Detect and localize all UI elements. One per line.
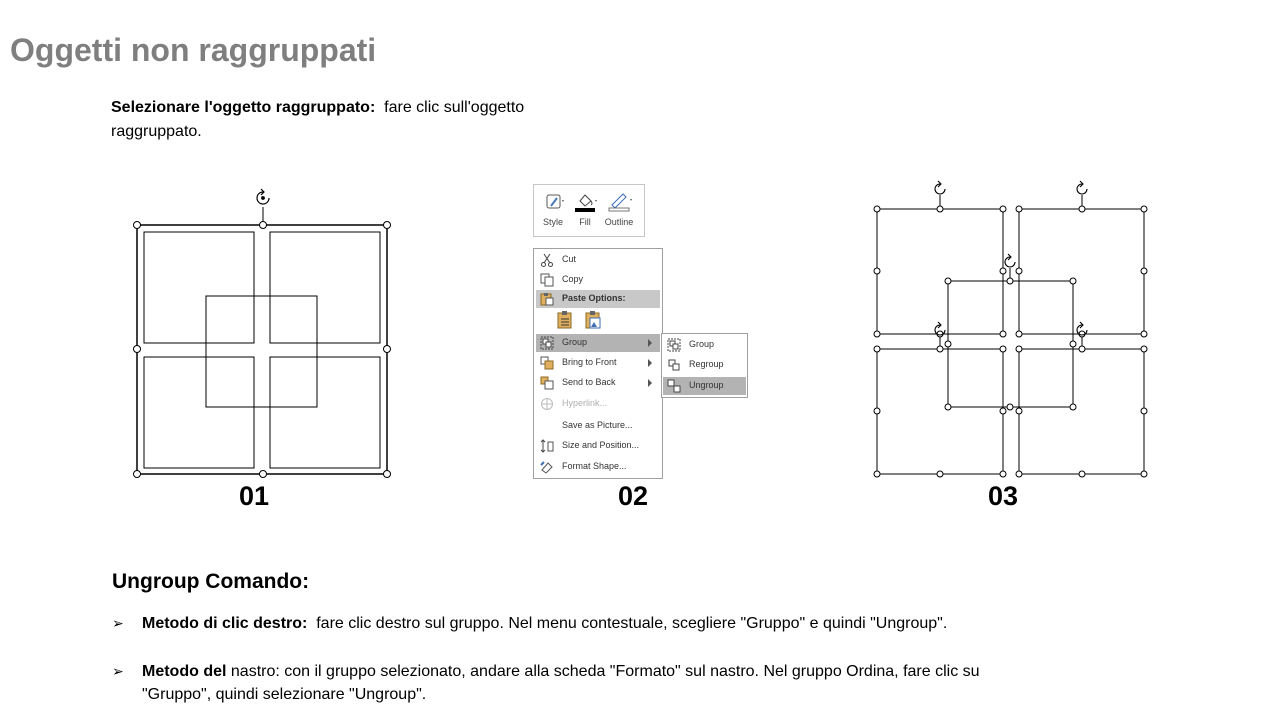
paint-bucket-icon [570,189,600,213]
clipboard-icon [540,292,554,306]
menu-item-send-to-back[interactable]: Send to Back [536,374,660,392]
group-icon [667,338,681,352]
scissors-icon [540,253,554,267]
figure-label-01: 01 [239,481,270,511]
send-to-back-icon [540,376,554,390]
group-icon [540,336,554,350]
shape-style-icon [538,189,568,213]
ungroup-heading: Ungroup Comando: [112,570,310,593]
bullet-text: fare clic destro sul gruppo. Nel menu contestuale, scegliere "Gruppo" e quindi "Ungroup". [316,615,948,632]
outline-button[interactable]: Outline [604,189,634,227]
figure-label-03: 03 [988,481,1019,511]
menu-item-format-shape[interactable]: Format Shape... [536,458,660,476]
arrow-bullet-icon: ➢ [112,615,124,631]
menu-item-copy[interactable]: Copy [536,271,660,289]
bullet-text: nastro: con il gruppo selezionato, andare alla scheda "Formato" sul nastro. Nel gruppo Ordina, fare clic su "Gruppo", quindi selezionare "Ungroup". [142,663,980,703]
submenu-arrow-icon [648,339,652,347]
group-submenu [661,333,748,398]
intro-text: fare clic sull'oggetto raggruppato. [111,99,525,140]
submenu-arrow-icon [648,379,652,387]
submenu-item-group[interactable]: Group [663,336,746,354]
paste-options-header: Paste Options: [536,290,660,308]
figure-grouped[interactable] [125,185,400,485]
intro-bold: Selezionare l'oggetto raggruppato: [111,99,376,116]
menu-item-size-and-position[interactable]: Size and Position... [536,437,660,455]
menu-item-group[interactable]: Group [536,334,660,352]
format-shape-icon [540,460,554,474]
intro-paragraph [111,96,591,144]
context-menu [533,248,663,479]
regroup-icon [667,358,681,372]
paste-option-keep-text-icon[interactable] [556,310,574,330]
bullet-bold: Metodo del [142,663,227,680]
bullet-bold: Metodo di clic destro: [142,615,308,632]
bring-to-front-icon [540,356,554,370]
fill-button[interactable]: Fill [570,189,600,227]
format-ribbon-group [533,184,645,237]
pen-outline-icon [604,189,634,213]
paste-option-picture-icon[interactable] [584,310,602,330]
submenu-item-ungroup[interactable]: Ungroup [663,377,746,395]
menu-item-bring-to-front[interactable]: Bring to Front [536,354,660,372]
hyperlink-icon [540,397,554,411]
figure-label-02: 02 [618,481,649,511]
figure-ungrouped[interactable] [862,178,1162,488]
submenu-arrow-icon [648,359,652,367]
size-position-icon [540,439,554,453]
ungroup-icon [667,379,681,393]
rotate-handle-icon [935,181,1087,335]
menu-item-cut[interactable]: Cut [536,251,660,269]
menu-item-save-as-picture[interactable]: Save as Picture... [562,420,633,430]
copy-icon [540,273,554,287]
slide-title: Oggetti non raggruppati [10,32,377,68]
rotate-handle-icon [257,189,269,204]
arrow-bullet-icon: ➢ [112,663,124,679]
submenu-item-regroup[interactable]: Regroup [663,356,746,374]
style-button[interactable]: Style [538,189,568,227]
menu-item-hyperlink: Hyperlink... [536,395,660,413]
